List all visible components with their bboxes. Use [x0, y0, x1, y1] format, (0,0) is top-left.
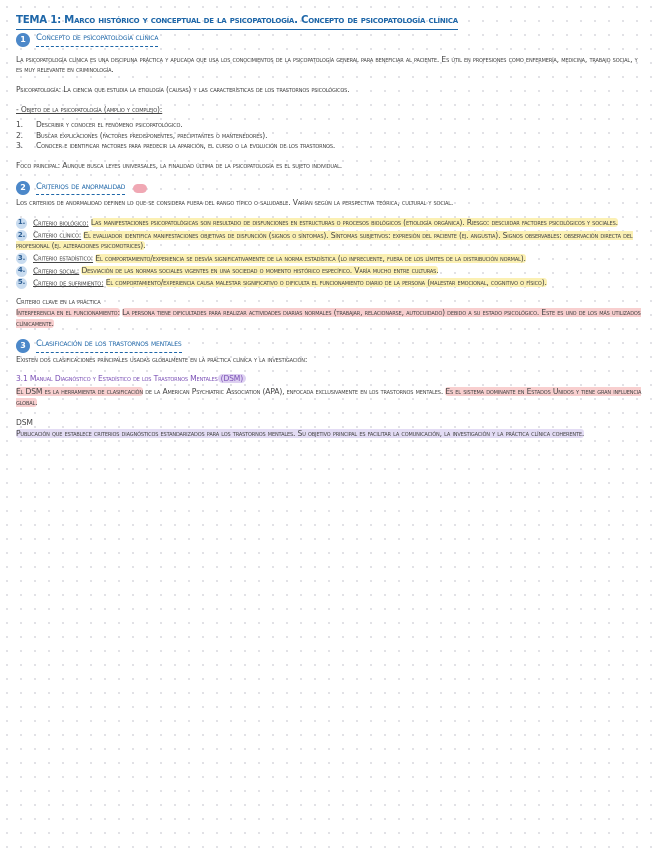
subsection-3-1-header	[16, 374, 644, 385]
list-item: 1. Criterio biológico: Las manifestaciones psicopatológicas son resultado de disfunciones en estructuras o procesos biológicos (etiología orgánica). Riesgo: descuidar factores psicológicos y sociales.	[17, 218, 618, 228]
section-1-title: Concepto de psicopatología clínica	[36, 32, 158, 46]
list-item: 2. Criterio clínico: El evaluador identifica manifestaciones objetivas de disfunción (signos o síntomas). Síntomas subjetivos: expresión del paciente (ej. angustia). Signos observables: observación directa del profesional (ej. alteraciones psicomotrices).	[16, 230, 633, 251]
key-criterion: Interferencia en el funcionamiento: La persona tiene dificultades para realizar actividades diarias normales (trabajar, relacionarse, autocuidado) debido a su estado psicológico. Este es uno de los más utilizados clínicamente.	[16, 307, 641, 328]
list-item: 4. Criterio social: Desviación de las normas sociales vigentes en una sociedad o momento histórico específico. Varía mucho entre culturas.	[17, 266, 439, 276]
section-1-number: 1	[16, 33, 30, 47]
section-3-header	[16, 338, 644, 352]
section-1-definition: Psicopatología: La ciencia que estudia la etiología (causas) y las características de los trastornos psicológicos.	[16, 85, 350, 95]
objectives-list	[16, 120, 644, 152]
section-1-intro: La psicopatología clínica es una disciplina práctica y aplicada que usa los conocimientos de la psicopatología general para beneficiar al paciente. Es útil en profesiones como enfermería, medicina, trabajo social, y es muy relevante en criminología.	[16, 54, 638, 75]
list-item: 2. Buscar explicaciones (factores predisponentes, precipitantes o mantenedores).	[16, 130, 268, 140]
section-2-intro: Los criterios de anormalidad definen lo que se considera fuera del rango típico o saludable. Varían según la perspectiva teórica, cultural y social.	[16, 198, 454, 208]
section-2-header	[16, 181, 644, 195]
dsm-label: DSM	[16, 417, 33, 427]
page-title: TEMA 1: Marco histórico y conceptual de la psicopatología. Concepto de psicopatología clínica	[16, 14, 458, 30]
section-3-title: Clasificación de los trastornos mentales	[36, 338, 182, 352]
dsm-intro: El DSM es la herramienta de clasificación de la American Psychiatric Association (APA), enfocada exclusivamente en los trastornos mentales. Es el sistema dominante en Estados Unidos y tiene gran influencia global.	[16, 387, 642, 407]
subsection-3-1-title: 3.1 Manual Diagnóstico y Estadístico de los Trastornos Mentales	[16, 374, 218, 384]
section-3-number: 3	[16, 339, 30, 353]
section-2-title: Criterios de anormalidad	[36, 181, 125, 195]
list-item: 5. Criterio de sufrimiento: El comportamiento/experiencia causa malestar significativo o dificulta el funcionamiento diario de la persona (malestar emocional, cognitivo o físico).	[17, 278, 547, 288]
criteria-list	[16, 218, 644, 289]
brain-doodle-icon	[133, 184, 147, 193]
section-1-header	[16, 32, 644, 46]
key-criterion-label: Criterio clave en la práctica	[16, 297, 101, 307]
list-item: 3. Conocer e identificar factores para predecir la aparición, el curso o la evolución de los trastornos.	[16, 141, 336, 151]
subsection-3-1-tag: (DSM)	[218, 374, 246, 383]
list-item: 1. Describir y conocer el fenómeno psicopatológico.	[16, 119, 183, 129]
section-3-intro: Existen dos clasificaciones principales usadas globalmente en la práctica clínica y la investigación:	[16, 354, 308, 364]
focus-note: Foco principal: Aunque busca leyes universales, la finalidad última de la psicopatología es el sujeto individual.	[16, 161, 343, 171]
section-2-number: 2	[16, 181, 30, 195]
objectives-label: - Objeto de la psicopatología (amplio y complejo):	[16, 105, 163, 115]
dsm-definition: Publicación que establece criterios diagnósticos estandarizados para los trastornos mentales. Su objetivo principal es facilitar la comunicación, la investigación y la práctica clínica coherente.	[16, 428, 585, 438]
list-item: 3. Criterio estadístico: El comportamiento/experiencia se desvía significativamente de la norma estadística (lo infrecuente, fuera de los límites de la distribución normal).	[17, 253, 526, 263]
